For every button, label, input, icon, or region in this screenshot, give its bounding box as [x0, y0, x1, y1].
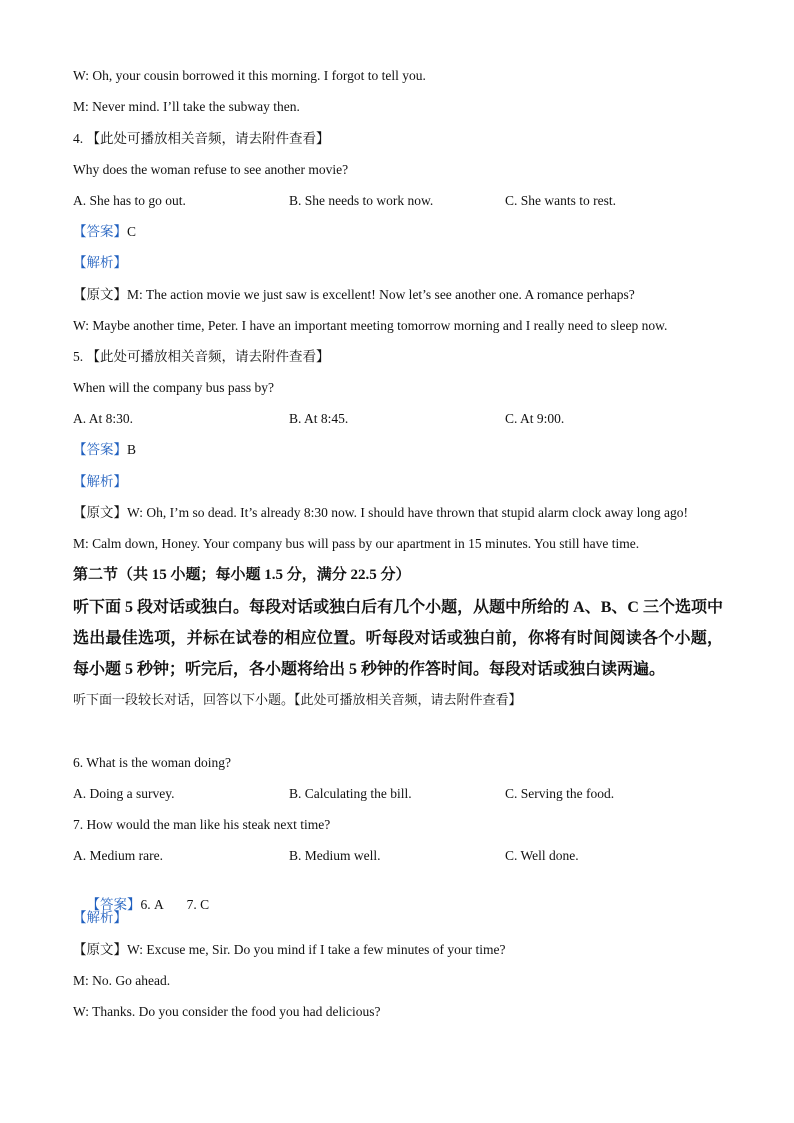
question-7-text: 7. How would the man like his steak next time?: [73, 817, 331, 832]
answer-label: 【答案】: [73, 442, 127, 457]
answer-value: C: [127, 224, 137, 239]
analysis-label: 【解析】: [73, 910, 127, 925]
question-5-header: 5. 【此处可播放相关音频，请去附件查看】: [73, 349, 330, 364]
option-a: A. She has to go out.: [73, 193, 186, 208]
section-2-instructions: 听下面 5 段对话或独白。每段对话或独白后有几个小题，从题中所给的 A、B、C 三个选项中选出最佳选项，并标在试卷的相应位置。听每段对话或独白前，你将有时间阅读各个小题，每小题 5 秒钟；听完后，各小题将给出 5 秒钟的作答时间。每段对话或独白读两遍。: [73, 599, 723, 678]
answer-line: [73, 223, 136, 241]
answer-value: B: [127, 442, 137, 457]
option-c: C. She wants to rest.: [505, 193, 616, 208]
dialogue-line: W: Oh, your cousin borrowed it this morning. I forgot to tell you.: [73, 68, 426, 83]
option-a: A. At 8:30.: [73, 411, 134, 426]
dialogue-line: W: Thanks. Do you consider the food you had delicious?: [73, 1004, 381, 1019]
option-a: A. Doing a survey.: [73, 786, 175, 801]
dialogue-line: M: Never mind. I’ll take the subway then.: [73, 99, 300, 114]
section-2-title: 第二节（共 15 小题；每小题 1.5 分，满分 22.5 分）: [73, 567, 411, 583]
original-label: 【原文】: [73, 287, 127, 302]
question-6-text: 6. What is the woman doing?: [73, 755, 231, 770]
option-c: C. Well done.: [505, 848, 579, 863]
original-text-line: [73, 941, 506, 959]
option-c: C. At 9:00.: [505, 411, 565, 426]
question-4-header: 4. 【此处可播放相关音频，请去附件查看】: [73, 131, 330, 146]
analysis-label: 【解析】: [73, 474, 127, 489]
original-text-line: [73, 504, 688, 522]
answer-line: [73, 441, 136, 459]
answer-label: 【答案】: [73, 224, 127, 239]
option-b: B. At 8:45.: [289, 411, 349, 426]
answer-label: 【答案】: [86, 897, 141, 912]
option-a: A. Medium rare.: [73, 848, 163, 863]
listen-instruction: 听下面一段较长对话，回答以下小题。【此处可播放相关音频，请去附件查看】: [73, 692, 522, 707]
original-label: 【原文】: [73, 942, 127, 957]
dialogue-line: M: No. Go ahead.: [73, 973, 171, 988]
analysis-label: 【解析】: [73, 255, 127, 270]
dialogue-line: M: Calm down, Honey. Your company bus will pass by our apartment in 15 minutes. You still have time.: [73, 536, 640, 551]
answer-value: 6. A 7. C: [140, 897, 210, 912]
option-b: B. She needs to work now.: [289, 193, 434, 208]
option-b: B. Calculating the bill.: [289, 786, 412, 801]
original-label: 【原文】: [73, 505, 127, 520]
original-text: M: The action movie we just saw is excellent! Now let’s see another one. A romance perhaps?: [127, 287, 635, 302]
original-text-line: [73, 286, 635, 304]
question-5-text: When will the company bus pass by?: [73, 380, 274, 395]
question-4-text: Why does the woman refuse to see another movie?: [73, 162, 349, 177]
original-text: W: Excuse me, Sir. Do you mind if I take a few minutes of your time?: [127, 942, 506, 957]
original-text: W: Oh, I’m so dead. It’s already 8:30 now. I should have thrown that stupid alarm clock away long ago!: [127, 505, 688, 520]
dialogue-line: W: Maybe another time, Peter. I have an important meeting tomorrow morning and I really need to sleep now.: [73, 318, 668, 333]
option-c: C. Serving the food.: [505, 786, 615, 801]
option-b: B. Medium well.: [289, 848, 381, 863]
